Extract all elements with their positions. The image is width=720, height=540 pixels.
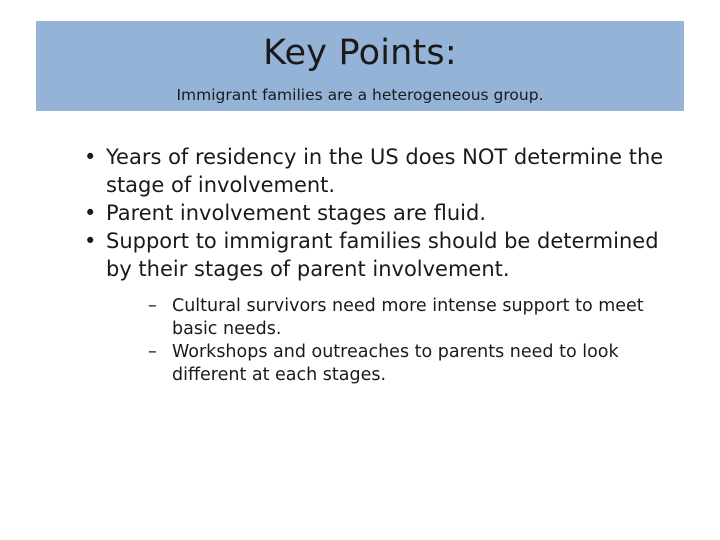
title-banner [36,21,684,111]
sub-bullet-text: Workshops and outreaches to parents need to look different at each stages. [172,342,619,385]
sub-bullet-text: Cultural survivors need more intense support to meet basic needs. [172,296,644,339]
bullet-list [72,143,682,387]
dash-icon: – [148,296,157,316]
slide-subtitle: Immigrant families are a heterogeneous group. [176,86,544,104]
dash-icon: – [148,342,157,362]
bullet-icon: • [84,229,97,253]
bullet-item [72,143,682,199]
bullet-item [72,199,682,227]
sub-bullet-item [106,295,682,341]
bullet-text: Parent involvement stages are fluid. [106,201,487,225]
bullet-icon: • [84,145,97,169]
bullet-text: Support to immigrant families should be determined by their stages of parent involvement. [106,229,659,281]
slide-body [72,143,682,387]
bullet-item [72,227,682,387]
sub-bullet-item [106,341,682,387]
sub-bullet-list [106,295,682,387]
bullet-icon: • [84,201,97,225]
slide-title: Key Points: [263,33,457,73]
bullet-text: Years of residency in the US does NOT determine the stage of involvement. [106,145,664,197]
